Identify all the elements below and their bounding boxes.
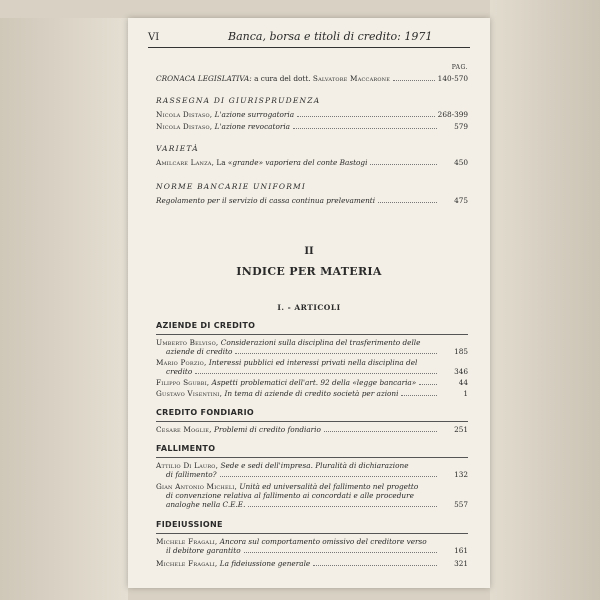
category-rule	[156, 533, 468, 534]
entry-title-cont: analoghe nella C.E.E.	[166, 500, 246, 509]
dot-leader	[244, 552, 437, 553]
dot-leader	[324, 431, 437, 432]
entry-title: Sede e sedi dell'impresa. Pluralità di dichiarazione	[220, 461, 409, 470]
category-rule	[156, 421, 468, 422]
toc-entry	[156, 358, 468, 376]
author-name: Gian Antonio Micheli,	[156, 482, 238, 491]
entry-title: Regolamento per il servizio di cassa continua prelevamenti	[156, 196, 376, 205]
entry-title: Unità ed universalità del fallimento nel progetto	[239, 482, 419, 491]
toc-entry	[156, 122, 468, 131]
author-name: Gustavo Visentini,	[156, 389, 223, 398]
section-heading: NORME BANCARIE UNIFORMI	[156, 182, 307, 191]
page-ref: 1	[463, 389, 468, 398]
page-ref: 579	[454, 122, 468, 131]
dot-leader	[235, 353, 437, 354]
entry-title-cont: di convenzione relativa al fallimento ai concordati e alle procedure	[166, 491, 414, 500]
category-heading: FIDEIUSSIONE	[156, 520, 223, 529]
entry-title-cont: credito	[166, 367, 193, 376]
dot-leader	[378, 202, 437, 203]
toc-entry	[156, 110, 468, 119]
author-name: Michele Fragali,	[156, 559, 218, 568]
toc-entry	[156, 196, 468, 205]
page-edge-shadow	[0, 18, 128, 600]
index-roman-numeral: II	[304, 246, 314, 257]
dot-leader	[293, 128, 437, 129]
author-prefix: a cura del dott.	[254, 74, 311, 83]
entry-title: Ancora sul comportamento omissivo del creditore verso	[219, 537, 427, 546]
entry-title: L'azione surrogatoria	[214, 110, 295, 119]
page-ref: 185	[454, 347, 468, 356]
entry-title-it: grande	[232, 158, 259, 167]
category-heading: CREDITO FONDIARIO	[156, 408, 254, 417]
page-ref: 475	[454, 196, 468, 205]
toc-entry	[156, 461, 468, 479]
page-ref: 268-399	[437, 110, 468, 119]
category-rule	[156, 334, 468, 335]
entry-title-cont: il debitore garantito	[166, 546, 241, 555]
category-heading: FALLIMENTO	[156, 444, 216, 453]
pag-label: PAG.	[451, 64, 468, 71]
toc-entry	[156, 537, 468, 555]
toc-entry	[156, 389, 468, 398]
page-header	[148, 30, 470, 48]
category-rule	[156, 457, 468, 458]
dot-leader	[297, 116, 435, 117]
book-page	[128, 18, 490, 588]
toc-entry	[156, 378, 468, 387]
page-ref: 44	[458, 378, 468, 387]
right-background	[490, 0, 600, 600]
entry-title-cont: di fallimento?	[166, 470, 217, 479]
entry-title-pre: La «	[216, 158, 233, 167]
author-name: Michele Fragali,	[156, 537, 218, 546]
page-ref: 450	[454, 158, 468, 167]
author-name: Salvatore Maccarone	[312, 74, 391, 83]
toc-entry	[156, 559, 468, 568]
dot-leader	[370, 164, 437, 165]
dot-leader	[401, 395, 437, 396]
author-name: Umberto Belviso,	[156, 338, 219, 347]
page-ref: 161	[454, 546, 468, 555]
toc-entry-cronaca	[156, 74, 468, 83]
section-heading: VARIETÀ	[156, 144, 199, 153]
toc-entry	[156, 482, 468, 509]
dot-leader	[195, 373, 437, 374]
page-ref: 557	[454, 500, 468, 509]
page-ref: 251	[454, 425, 468, 434]
author-name: Nicola Distaso,	[156, 110, 213, 119]
entry-title: La fideiussione generale	[219, 559, 311, 568]
running-title: Banca, borsa e titoli di credito: 1971	[228, 30, 433, 43]
page-ref: 140-570	[437, 74, 468, 83]
author-name: Cesare Moglie,	[156, 425, 212, 434]
index-title: INDICE PER MATERIA	[236, 265, 382, 278]
author-name: Nicola Distaso,	[156, 122, 213, 131]
entry-title: Problemi di credito fondiario	[213, 425, 321, 434]
author-name: Amilcare Lanza,	[156, 158, 215, 167]
entry-title: Aspetti problematici dell'art. 92 della «legge bancaria»	[211, 378, 417, 387]
dot-leader	[393, 80, 435, 81]
author-name: Filippo Sgubbi,	[156, 378, 210, 387]
page-ref: 321	[454, 559, 468, 568]
entry-title-cont: aziende di credito	[166, 347, 233, 356]
dot-leader	[313, 565, 437, 566]
dot-leader	[248, 506, 437, 507]
author-name: Attilio Di Lauro,	[156, 461, 219, 470]
toc-entry	[156, 425, 468, 434]
entry-title: Considerazioni sulla disciplina del trasferimento delle	[220, 338, 421, 347]
section-title: CRONACA LEGISLATIVA:	[156, 74, 252, 83]
page-ref: 132	[454, 470, 468, 479]
section-heading: RASSEGNA DI GIURISPRUDENZA	[156, 96, 321, 105]
page-ref: 346	[454, 367, 468, 376]
toc-entry	[156, 158, 468, 167]
dot-leader	[419, 384, 437, 385]
category-heading: AZIENDE DI CREDITO	[156, 321, 256, 330]
entry-title: In tema di aziende di credito società per azioni	[224, 389, 399, 398]
index-subtitle: I. - ARTICOLI	[277, 303, 341, 312]
entry-title: Interessi pubblici ed interessi privati nella disciplina del	[208, 358, 418, 367]
author-name: Mario Porzio,	[156, 358, 207, 367]
toc-entry	[156, 338, 468, 356]
page-number: VI	[148, 32, 160, 43]
dot-leader	[220, 476, 437, 477]
entry-title-post: » vaporiera del conte Bastogi	[258, 158, 368, 167]
entry-title: L'azione revocatoria	[214, 122, 291, 131]
